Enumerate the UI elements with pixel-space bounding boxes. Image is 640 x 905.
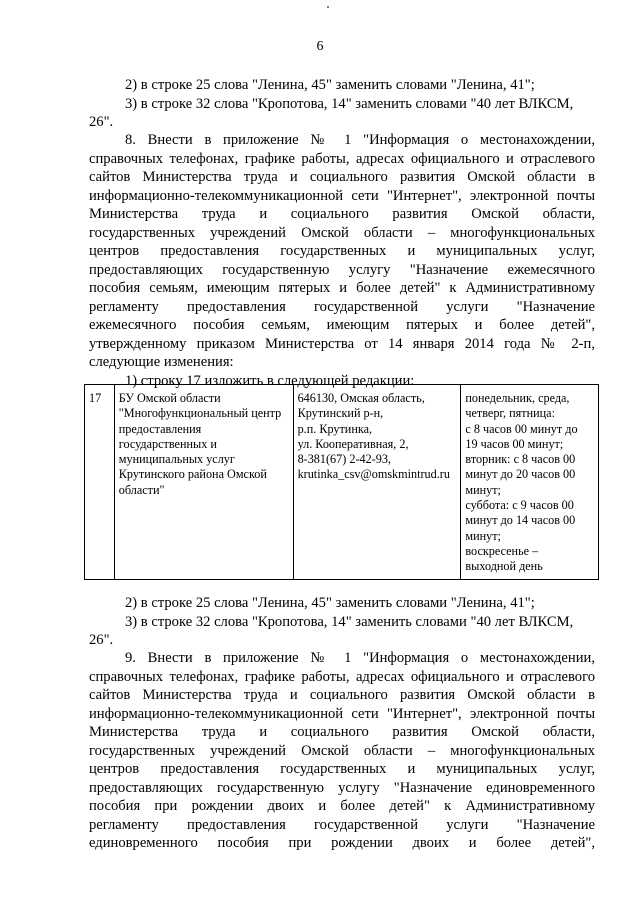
hours-line: воскресенье – [465,543,539,558]
item-8-paragraph [89,131,595,390]
item-9-line: государственных учреждений Омской области – многофункциональных [89,742,595,759]
address-line: Крутинский р-н, [297,406,384,421]
name-line: БУ Омской области [118,391,221,405]
item-8-line: пособия семьям, имеющим пятерых и более детей" к Административному [89,280,595,296]
top-line-1: 2) в строке 25 слова "Ленина, 45" заменить словами "Ленина, 41"; [125,77,535,93]
phone-line: 8-381(67) 2-42-93, [297,452,391,467]
hours-line: 19 часов 00 минут; [465,436,564,451]
working-hours-cell [461,385,599,580]
hours-line: выходной день [465,559,543,574]
hours-line: минут до 20 часов 00 [465,467,576,482]
item-8-line: предоставляющих государственную услугу "Назначение ежемесячного [89,261,595,278]
item-9-line: регламенту предоставления государственной услуги "Назначение [89,816,595,833]
item-9-line: пособия при рождении двоих и более детей" к Административному [89,798,595,814]
hours-line: с 8 часов 00 минут до [465,421,578,436]
hours-line: суббота: с 9 часов 00 [465,498,574,513]
top-section [89,76,595,132]
after-line-1: 2) в строке 25 слова "Ленина, 45" заменить словами "Ленина, 41"; [125,595,535,611]
item-8-line: информационно-телекоммуникационной сети "Интернет", электронной почты [89,187,595,204]
name-line: Крутинского района Омской [118,467,267,482]
top-line-3: 26". [89,114,114,130]
table-row [85,385,599,580]
item-8-sub-1: 1) строку 17 изложить в следующей редакции: [125,372,415,389]
after-line-3: 26". [89,632,114,648]
replacement-row-table [84,384,599,580]
item-9-line: центров предоставления государственных и муниципальных услуг, [89,761,595,777]
after-line-2: 3) в строке 32 слова "Кропотова, 14" заменить словами "40 лет ВЛКСМ, [125,613,574,630]
row-number: 17 [89,391,102,405]
item-9-line: 9. Внести в приложение № 1 "Информация о местонахождении, [125,650,595,666]
page-number: 6 [316,39,324,54]
name-line: муниципальных услуг [118,452,235,467]
name-line: государственных и [118,436,217,451]
email-line: krutinka_csv@omskmintrud.ru [297,467,450,482]
item-8-line: сайтов Министерства труда и социального развития Омской области в [89,169,595,185]
hours-line: вторник: с 8 часов 00 [465,452,576,467]
name-line: предоставления [118,421,202,436]
item-9-line: предоставляющих государственную услугу "Назначение единовременного [89,779,595,796]
item-9-line: информационно-телекоммуникационной сети "Интернет", электронной почты [89,705,595,722]
name-line: области" [118,482,165,497]
item-9-line: единовременного пособия при рождении двоих и более детей", [89,835,595,851]
item-9-line: Министерства труда и социального развития Омской области, [89,724,595,740]
name-line: "Многофункциональный центр [118,406,282,421]
address-line: 646130, Омская область, [297,391,425,405]
address-cell [293,385,461,580]
hours-line: понедельник, среда, [465,391,570,405]
item-9-line: сайтов Министерства труда и социального развития Омской области в [89,687,595,703]
item-8-line: ежемесячного пособия семьям, имеющим пятерых и более детей", [89,317,595,333]
item-8-line: 8. Внести в приложение № 1 "Информация о местонахождении, [125,132,595,148]
address-line: ул. Кооперативная, 2, [297,436,409,451]
item-8-line: регламенту предоставления государственной услуги "Назначение [89,298,595,315]
hours-line: минут; [465,528,501,543]
hours-line: четверг, пятница: [465,406,555,421]
item-8-line: утвержденному приказом Министерства от 14 января 2014 года № 2-п, [89,335,595,352]
scan-speck [327,6,329,8]
item-8-line: государственных учреждений Омской области – многофункциональных [89,224,595,241]
item-8-line: следующие изменения: [89,354,234,370]
item-8-line: Министерства труда и социального развития Омской области, [89,206,595,222]
item-8-line: справочных телефонах, графике работы, адресах официального и отраслевого [89,150,595,167]
item-9-line: справочных телефонах, графике работы, адресах официального и отраслевого [89,668,595,685]
item-9-paragraph [89,649,595,853]
item-8-line: центров предоставления государственных и муниципальных услуг, [89,243,595,259]
hours-line: минут до 14 часов 00 [465,513,576,528]
after-table-section [89,594,595,650]
row-number-cell [85,385,115,580]
institution-name-cell [114,385,293,580]
address-line: р.п. Крутинка, [297,421,373,436]
top-line-2: 3) в строке 32 слова "Кропотова, 14" заменить словами "40 лет ВЛКСМ, [125,95,574,112]
hours-line: минут; [465,482,501,497]
